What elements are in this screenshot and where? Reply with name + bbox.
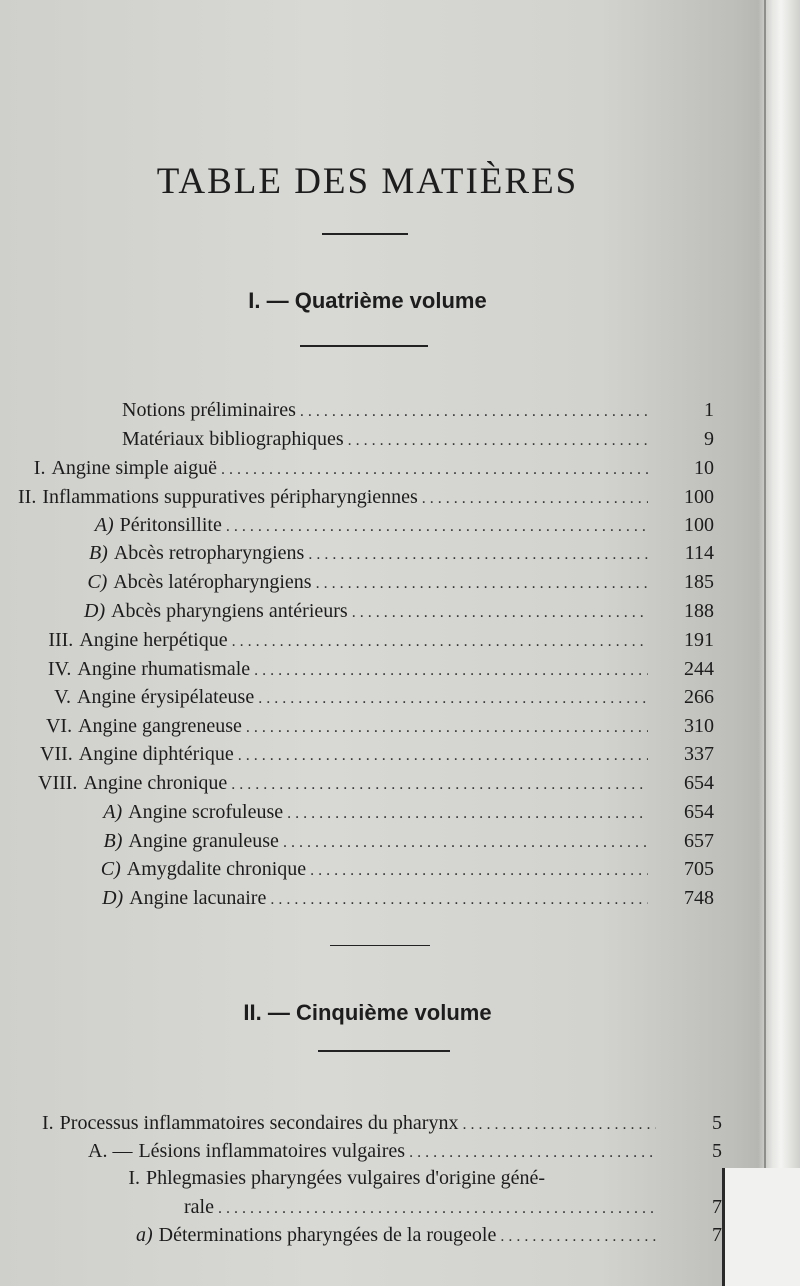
entry-number: A) bbox=[103, 801, 123, 823]
volume-1-entry bbox=[100, 829, 714, 855]
leader-dots bbox=[462, 1113, 656, 1137]
entry-label: Angine rhumatismale bbox=[77, 658, 251, 680]
entry-number: I. bbox=[33, 457, 46, 479]
page-number: 7 bbox=[712, 1224, 722, 1246]
volume-1-entry bbox=[84, 570, 714, 596]
entry-label: Angine scrofuleuse bbox=[128, 801, 284, 823]
volume-1-entry bbox=[122, 398, 714, 424]
page-number: 7 bbox=[712, 1196, 722, 1218]
entry-label: Lésions inflammatoires vulgaires bbox=[138, 1140, 406, 1162]
page-number: 100 bbox=[684, 514, 714, 536]
page-number: 185 bbox=[684, 571, 714, 593]
volume-1-entry bbox=[38, 742, 714, 768]
page-number: 310 bbox=[684, 715, 714, 737]
leader-dots bbox=[218, 1197, 656, 1221]
volume-1-heading: I. — Quatrième volume bbox=[248, 288, 487, 313]
page-number: 9 bbox=[704, 428, 714, 450]
volume-2-entry bbox=[42, 1111, 722, 1137]
volume-1-entry bbox=[18, 485, 714, 511]
entry-label: Inflammations suppuratives péripharyngiennes bbox=[42, 486, 418, 508]
entry-label: Angine lacunaire bbox=[129, 887, 267, 909]
volume-2-entry bbox=[136, 1223, 722, 1249]
entry-label: Amygdalite chronique bbox=[126, 858, 307, 880]
paper-patch bbox=[722, 1168, 800, 1286]
leader-dots bbox=[231, 773, 648, 797]
leader-dots bbox=[352, 601, 648, 625]
volume-1-entry bbox=[38, 685, 714, 711]
entry-label: Abcès pharyngiens antérieurs bbox=[111, 600, 348, 622]
leader-dots bbox=[308, 543, 648, 567]
entry-number: VI. bbox=[45, 715, 73, 737]
leader-dots bbox=[246, 716, 648, 740]
page-number: 114 bbox=[684, 542, 714, 564]
entry-number: VII. bbox=[40, 743, 73, 765]
volume-1-entry bbox=[38, 628, 714, 654]
page-number: 654 bbox=[684, 772, 714, 794]
entry-label: Angine chronique bbox=[83, 772, 228, 794]
volume-1-entry bbox=[38, 657, 714, 683]
volume-1-entry bbox=[100, 886, 714, 912]
page-number: 191 bbox=[684, 629, 714, 651]
entry-number: C) bbox=[100, 858, 121, 880]
page-edge bbox=[758, 0, 800, 1286]
volume-1-entry bbox=[100, 800, 714, 826]
volume-1-entry bbox=[38, 771, 714, 797]
entry-number: VIII. bbox=[38, 772, 78, 794]
entry-number: A. — bbox=[88, 1140, 133, 1162]
page-number: 244 bbox=[684, 658, 714, 680]
volume-2-heading: II. — Cinquième volume bbox=[243, 1000, 492, 1025]
leader-dots bbox=[258, 687, 648, 711]
entry-label: Matériaux bibliographiques bbox=[122, 428, 344, 450]
entry-number: V. bbox=[54, 686, 72, 708]
page-number: 188 bbox=[684, 600, 714, 622]
leader-dots bbox=[270, 888, 648, 912]
leader-dots bbox=[300, 400, 648, 424]
entry-number: I. bbox=[128, 1167, 140, 1189]
entry-label: Péritonsillite bbox=[119, 514, 222, 536]
volume-separator-rule bbox=[330, 945, 430, 946]
leader-dots bbox=[254, 659, 648, 683]
volume-1-entry bbox=[84, 599, 714, 625]
page-number: 266 bbox=[684, 686, 714, 708]
entry-number: D) bbox=[84, 600, 106, 622]
leader-dots bbox=[409, 1141, 656, 1165]
entry-number: B) bbox=[103, 830, 123, 852]
entry-label: Angine érysipélateuse bbox=[77, 686, 255, 708]
volume-1-rule bbox=[300, 345, 428, 347]
entry-label: Angine granuleuse bbox=[128, 830, 279, 852]
page-number: 5 bbox=[712, 1112, 722, 1134]
entry-label: Angine simple aiguë bbox=[51, 457, 217, 479]
entry-label: Angine herpétique bbox=[79, 629, 228, 651]
page-number: 705 bbox=[684, 858, 714, 880]
leader-dots bbox=[238, 744, 648, 768]
entry-number: I. bbox=[42, 1112, 54, 1134]
entry-label: Phlegmasies pharyngées vulgaires d'origine géné- bbox=[146, 1167, 546, 1189]
volume-2-entry bbox=[112, 1166, 660, 1190]
volume-2-rule bbox=[318, 1050, 450, 1052]
leader-dots bbox=[316, 572, 648, 596]
entry-label: Angine gangreneuse bbox=[78, 715, 242, 737]
leader-dots bbox=[232, 630, 648, 654]
page-number: 654 bbox=[684, 801, 714, 823]
volume-2-entry bbox=[184, 1195, 722, 1221]
leader-dots bbox=[422, 487, 648, 511]
page-number: 5 bbox=[712, 1140, 722, 1162]
page-number: 100 bbox=[684, 486, 714, 508]
entry-label: Processus inflammatoires secondaires du pharynx bbox=[59, 1112, 459, 1134]
leader-dots bbox=[221, 458, 648, 482]
entry-number: D) bbox=[102, 887, 124, 909]
volume-1-entry bbox=[84, 513, 714, 539]
entry-number: C) bbox=[87, 571, 108, 593]
page-number: 337 bbox=[684, 743, 714, 765]
page-number: 1 bbox=[704, 399, 714, 421]
entry-label: Abcès latéropharyngiens bbox=[113, 571, 312, 593]
entry-number: III. bbox=[48, 629, 74, 651]
page-number: 748 bbox=[684, 887, 714, 909]
volume-1-entry bbox=[122, 427, 714, 453]
volume-1-entry bbox=[18, 456, 714, 482]
entry-label: rale bbox=[184, 1196, 214, 1218]
volume-1-entry bbox=[84, 541, 714, 567]
entry-label: Abcès retropharyngiens bbox=[113, 542, 305, 564]
volume-1-entry bbox=[38, 714, 714, 740]
volume-2-entry bbox=[88, 1139, 722, 1165]
entry-number: A) bbox=[94, 514, 114, 536]
leader-dots bbox=[500, 1225, 656, 1249]
entry-label: Déterminations pharyngées de la rougeole bbox=[158, 1224, 497, 1246]
volume-1-entry bbox=[100, 857, 714, 883]
leader-dots bbox=[226, 515, 648, 539]
entry-number: B) bbox=[88, 542, 108, 564]
page-title: TABLE DES MATIÈRES bbox=[156, 161, 579, 202]
page-number: 657 bbox=[684, 830, 714, 852]
entry-number: IV. bbox=[47, 658, 72, 680]
title-rule bbox=[322, 233, 408, 235]
page-number: 10 bbox=[694, 457, 714, 479]
leader-dots bbox=[348, 429, 648, 453]
leader-dots bbox=[283, 831, 648, 855]
entry-label: Angine diphtérique bbox=[78, 743, 234, 765]
leader-dots bbox=[310, 859, 648, 883]
leader-dots bbox=[287, 802, 648, 826]
entry-number: II. bbox=[18, 486, 37, 508]
entry-label: Notions préliminaires bbox=[122, 399, 296, 421]
entry-number: a) bbox=[136, 1224, 153, 1246]
